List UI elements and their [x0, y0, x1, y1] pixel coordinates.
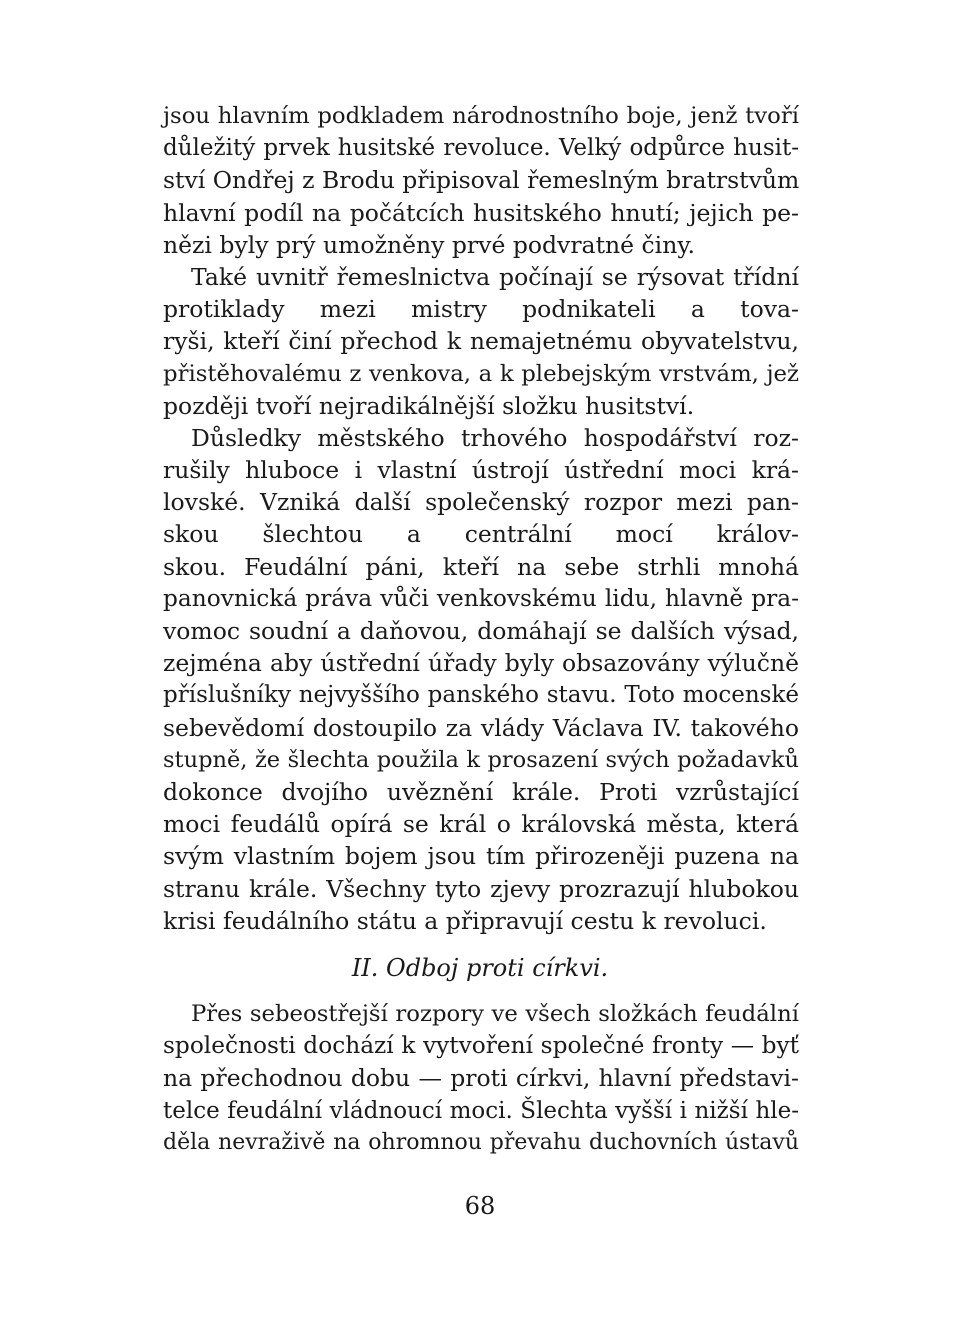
text-line: protiklady mezi mistry podnikateli a tova- — [163, 295, 799, 324]
text-line: dokonce dvojího uvěznění krále. Proti vzrůstající — [163, 777, 799, 806]
paragraph — [163, 261, 799, 422]
page-number: 68 — [464, 1192, 496, 1220]
body-text — [163, 100, 799, 937]
text-line: zejména aby ústřední úřady byly obsazovány výlučně — [163, 649, 799, 678]
text-line: společnosti dochází k vytvoření společné fronty — byť — [163, 1032, 799, 1060]
paragraph — [163, 422, 799, 937]
text-line: skou. Feudální páni, kteří na sebe strhli mnohá — [163, 552, 799, 581]
text-line: skou šlechtou a centrální mocí králov- — [163, 520, 799, 549]
text-line: později tvoří nejradikálnější složku husitství. — [163, 391, 695, 420]
text-line: na přechodnou dobu — proti církvi, hlavní představi- — [163, 1064, 799, 1093]
paragraph — [163, 998, 799, 1159]
body-text — [163, 998, 799, 1159]
text-line: nězi byly prý umožněny prvé podvratné činy. — [163, 230, 695, 259]
text-line: Také uvnitř řemeslnictva počínají se rýsovat třídní — [191, 262, 799, 291]
text-line: stranu krále. Všechny tyto zjevy prozrazují hlubokou — [163, 874, 799, 903]
text-line: stupně, že šlechta použila k prosazení svých požadavků — [163, 746, 799, 773]
text-line: panovnická práva vůči venkovskému lidu, hlavně pra- — [163, 584, 799, 612]
text-line: moci feudálů opírá se král o královská města, která — [163, 810, 799, 839]
text-line: přistěhovalému z venkova, a k plebejským vrstvám, jež — [163, 360, 799, 387]
text-line: důležitý prvek husitské revoluce. Velký odpůrce husit- — [163, 135, 799, 162]
text-line: svým vlastním bojem jsou tím přirozeněji puzena na — [163, 842, 799, 871]
text-line: krisi feudálního státu a připravují cestu k revoluci. — [163, 906, 767, 935]
text-line: ství Ondřej z Brodu připisoval řemeslným bratrstvům — [163, 166, 800, 195]
text-line: Přes sebeostřejší rozpory ve všech složkách feudální — [191, 1001, 799, 1027]
text-line: hlavní podíl na počátcích husitského hnutí; jejich pe- — [163, 198, 799, 227]
paragraph — [163, 100, 799, 261]
text-line: jsou hlavním podkladem národnostního boje, jenž tvoří — [163, 103, 799, 129]
text-line: vomoc soudní a daňovou, domáhají se dalších výsad, — [163, 617, 799, 645]
text-line: lovské. Vzniká další společenský rozpor mezi pan- — [163, 488, 799, 517]
text-line: rušily hluboce i vlastní ústrojí ústřední moci krá- — [163, 456, 799, 485]
text-line: Důsledky městského trhového hospodářství roz- — [191, 423, 799, 452]
text-line: ryši, kteří činí přechod k nemajetnému obyvatelstvu, — [163, 327, 799, 356]
text-line: děla nevraživě na ohromnou převahu duchovních ústavů — [163, 1129, 799, 1155]
text-line: sebevědomí dostoupilo za vlády Václava IV. takového — [163, 713, 799, 742]
section-heading: II. Odboj proti církvi. — [351, 954, 609, 982]
text-line: příslušníky nejvyššího panského stavu. Toto mocenské — [163, 682, 799, 709]
text-line: telce feudální vládnoucí moci. Šlechta vyšší i nižší hle- — [163, 1097, 799, 1124]
